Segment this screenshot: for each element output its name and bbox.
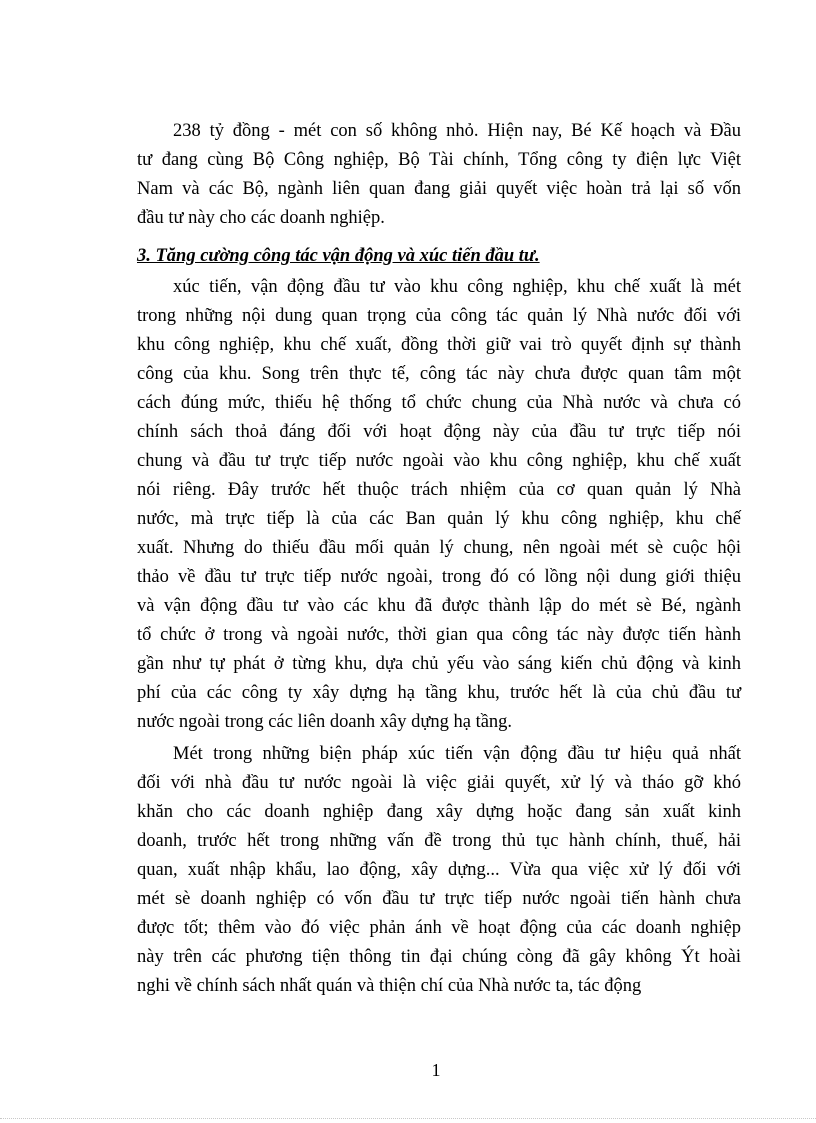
text-line: chung và đầu tư trực tiếp nước ngoài vào khu công nghiệp, khu chế xuất	[137, 451, 741, 471]
text-line: doanh, trước hết trong những vấn đề trong thủ tục hành chính, thuế, hải	[137, 831, 741, 851]
text-line: đầu tư này cho các doanh nghiệp.	[137, 208, 385, 228]
text-line: tư đang cùng Bộ Công nghiệp, Bộ Tài chính, Tổng công ty điện lực Việt	[137, 150, 741, 170]
text-line: nước, mà trực tiếp là của các Ban quản lý khu công nghiệp, khu chế	[137, 509, 741, 529]
text-line: phí của các công ty xây dựng hạ tầng khu, trước hết là của chủ đầu tư	[137, 683, 741, 703]
text-line: tổ chức ở trong và ngoài nước, thời gian qua công tác này được tiến hành	[137, 625, 741, 645]
text-line: xuất. Nhưng do thiếu đầu mối quản lý chung, nên ngoài mét sè cuộc hội	[137, 538, 741, 558]
text-line: chính sách thoả đáng đối với hoạt động này của đầu tư trực tiếp nói	[137, 422, 741, 442]
text-line: nước ngoài trong các liên doanh xây dựng hạ tầng.	[137, 712, 513, 732]
text-line: đối với nhà đầu tư nước ngoài là việc giải quyết, xử lý và tháo gỡ khó	[137, 773, 741, 793]
text-line: và vận động đầu tư vào các khu đã được thành lập do mét sè Bé, ngành	[137, 596, 741, 616]
text-line: này trên các phương tiện thông tin đại chúng còng đã gây không Ýt hoài	[137, 947, 741, 967]
text-line: khăn cho các doanh nghiệp đang xây dựng hoặc đang sản xuất kinh	[137, 802, 741, 822]
text-line: Mét trong những biện pháp xúc tiến vận động đầu tư hiệu quả nhất	[173, 744, 741, 764]
paragraph-1	[137, 117, 741, 233]
text-line: quan, xuất nhập khẩu, lao động, xây dựng... Vừa qua việc xử lý đối với	[137, 860, 741, 880]
text-line: mét sè doanh nghiệp có vốn đầu tư trực tiếp nước ngoài tiến hành chưa	[137, 889, 741, 909]
text-line: công của khu. Song trên thực tế, công tác này chưa được quan tâm một	[137, 364, 741, 384]
text-line: nghi về chính sách nhất quán và thiện chí của Nhà nước ta, tác động	[137, 976, 642, 996]
text-line: gần như tự phát ở từng khu, dựa chủ yếu vào sáng kiến chủ động và kinh	[137, 654, 741, 674]
text-line: thảo về đầu tư trực tiếp nước ngoài, trong đó có lồng nội dung giới thiệu	[137, 567, 741, 587]
paragraph-3	[137, 740, 741, 1001]
page-number: 1	[431, 1060, 441, 1080]
text-line: được tốt; thêm vào đó việc phản ánh về hoạt động của các doanh nghiệp	[137, 918, 741, 938]
paragraph-2	[137, 273, 741, 737]
text-line: trong những nội dung quan trọng của công tác quản lý Nhà nước đối với	[137, 306, 741, 326]
text-line: Nam và các Bộ, ngành liên quan đang giải quyết việc hoàn trả lại số vốn	[137, 179, 741, 199]
text-line: nói riêng. Đây trước hết thuộc trách nhiệm của cơ quan quản lý Nhà	[137, 480, 741, 500]
text-line: khu công nghiệp, khu chế xuất, đồng thời giữ vai trò quyết định sự thành	[137, 335, 741, 355]
text-line: 238 tỷ đồng - mét con số không nhỏ. Hiện nay, Bé Kế hoạch và Đầu	[173, 121, 741, 141]
footer-divider	[0, 1118, 816, 1119]
text-line: cách đúng mức, thiếu hệ thống tổ chức chung của Nhà nước và chưa có	[137, 393, 741, 413]
text-line: xúc tiến, vận động đầu tư vào khu công nghiệp, khu chế xuất là mét	[173, 277, 741, 297]
section-heading: 3. Tăng cường công tác vận động và xúc tiến đầu tư.	[137, 246, 540, 266]
